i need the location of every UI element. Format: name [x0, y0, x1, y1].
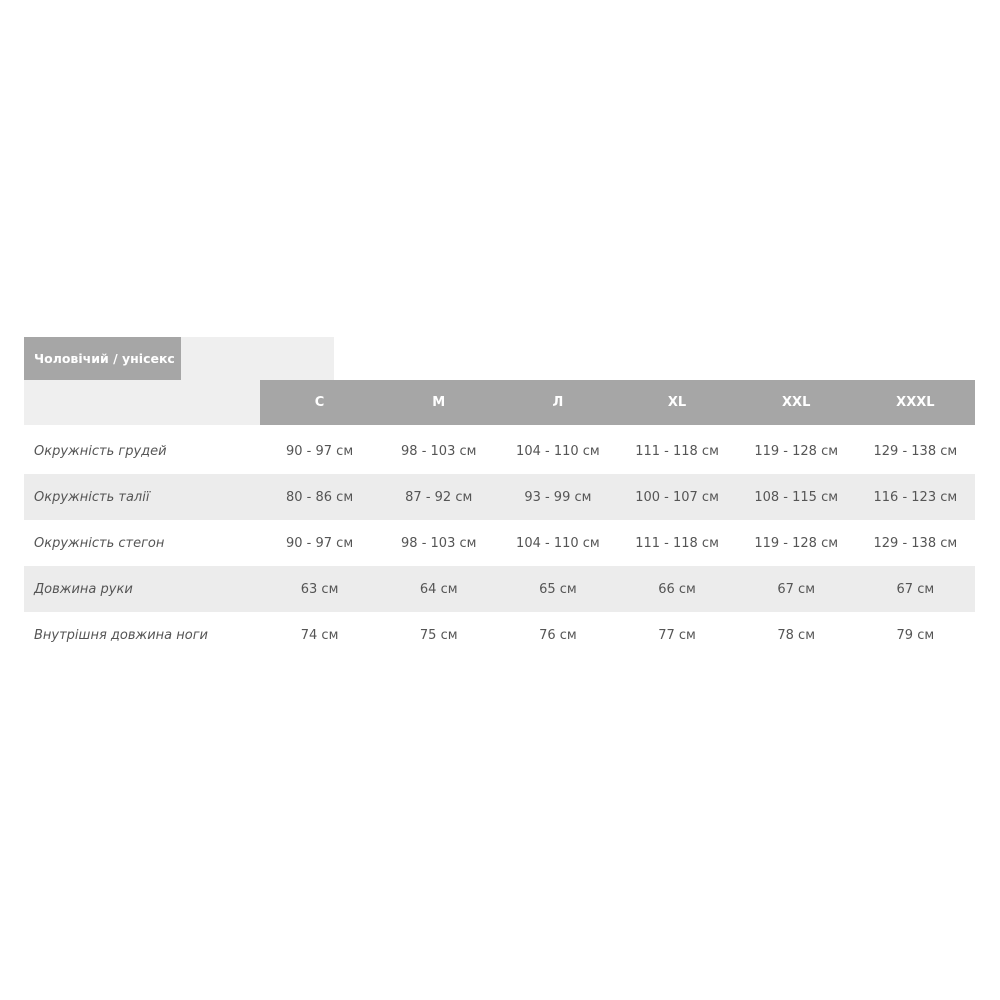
- table-cell: 98 - 103 см: [401, 535, 477, 551]
- size-header-cell: XXL: [782, 395, 811, 410]
- size-header-cell: XL: [667, 395, 687, 410]
- category-tab: [24, 337, 181, 380]
- row-label: Окружність грудей: [34, 443, 167, 459]
- table-cell: 98 - 103 см: [401, 443, 477, 459]
- row-values: [260, 536, 975, 551]
- table-cell: 119 - 128 см: [754, 535, 839, 551]
- table-cell: 74 см: [300, 627, 339, 643]
- table-cell: 67 см: [777, 581, 816, 597]
- table-cell: 104 - 110 см: [516, 443, 600, 459]
- table-row: [24, 566, 975, 612]
- table-cell: 108 - 115 см: [754, 489, 839, 505]
- size-header-cell: XXXL: [896, 395, 935, 410]
- size-header-cell: С: [314, 395, 325, 410]
- row-label: Внутрішня довжина ноги: [34, 627, 208, 643]
- row-values: [260, 582, 975, 597]
- table-cell: 77 см: [658, 627, 696, 643]
- table-cell: 90 - 97 см: [286, 443, 354, 459]
- table-cell: 80 - 86 см: [286, 489, 354, 505]
- table-row: [24, 612, 975, 658]
- table-cell: 65 см: [539, 581, 577, 597]
- size-header-row: [260, 380, 975, 425]
- row-values: [260, 444, 975, 459]
- table-cell: 66 см: [658, 581, 696, 597]
- table-cell: 104 - 110 см: [516, 535, 600, 551]
- table-cell: 90 - 97 см: [286, 535, 354, 551]
- measurement-table-body: [24, 428, 975, 658]
- size-header-cell: Л: [552, 395, 564, 410]
- row-label: Довжина руки: [34, 581, 133, 597]
- table-cell: 111 - 118 см: [635, 535, 719, 551]
- table-cell: 63 см: [300, 581, 339, 597]
- table-cell: 87 - 92 см: [405, 489, 473, 505]
- table-cell: 93 - 99 см: [524, 489, 592, 505]
- table-row: [24, 474, 975, 520]
- table-cell: 75 см: [419, 627, 458, 643]
- table-cell: 64 см: [419, 581, 458, 597]
- table-cell: 129 - 138 см: [873, 535, 958, 551]
- row-values: [260, 490, 975, 505]
- table-cell: 111 - 118 см: [635, 443, 719, 459]
- category-label: Чоловічий / унісекс: [34, 351, 175, 366]
- table-cell: 129 - 138 см: [873, 443, 958, 459]
- table-cell: 78 см: [777, 627, 816, 643]
- table-row: [24, 428, 975, 474]
- table-row: [24, 520, 975, 566]
- table-cell: 100 - 107 см: [635, 489, 719, 505]
- table-cell: 119 - 128 см: [754, 443, 839, 459]
- size-header-cell: М: [432, 395, 446, 410]
- table-cell: 67 см: [896, 581, 935, 597]
- table-cell: 79 см: [896, 627, 935, 643]
- table-cell: 116 - 123 см: [873, 489, 958, 505]
- table-cell: 76 см: [539, 627, 577, 643]
- row-label: Окружність талії: [34, 489, 150, 505]
- row-label: Окружність стегон: [34, 535, 165, 551]
- row-values: [260, 628, 975, 643]
